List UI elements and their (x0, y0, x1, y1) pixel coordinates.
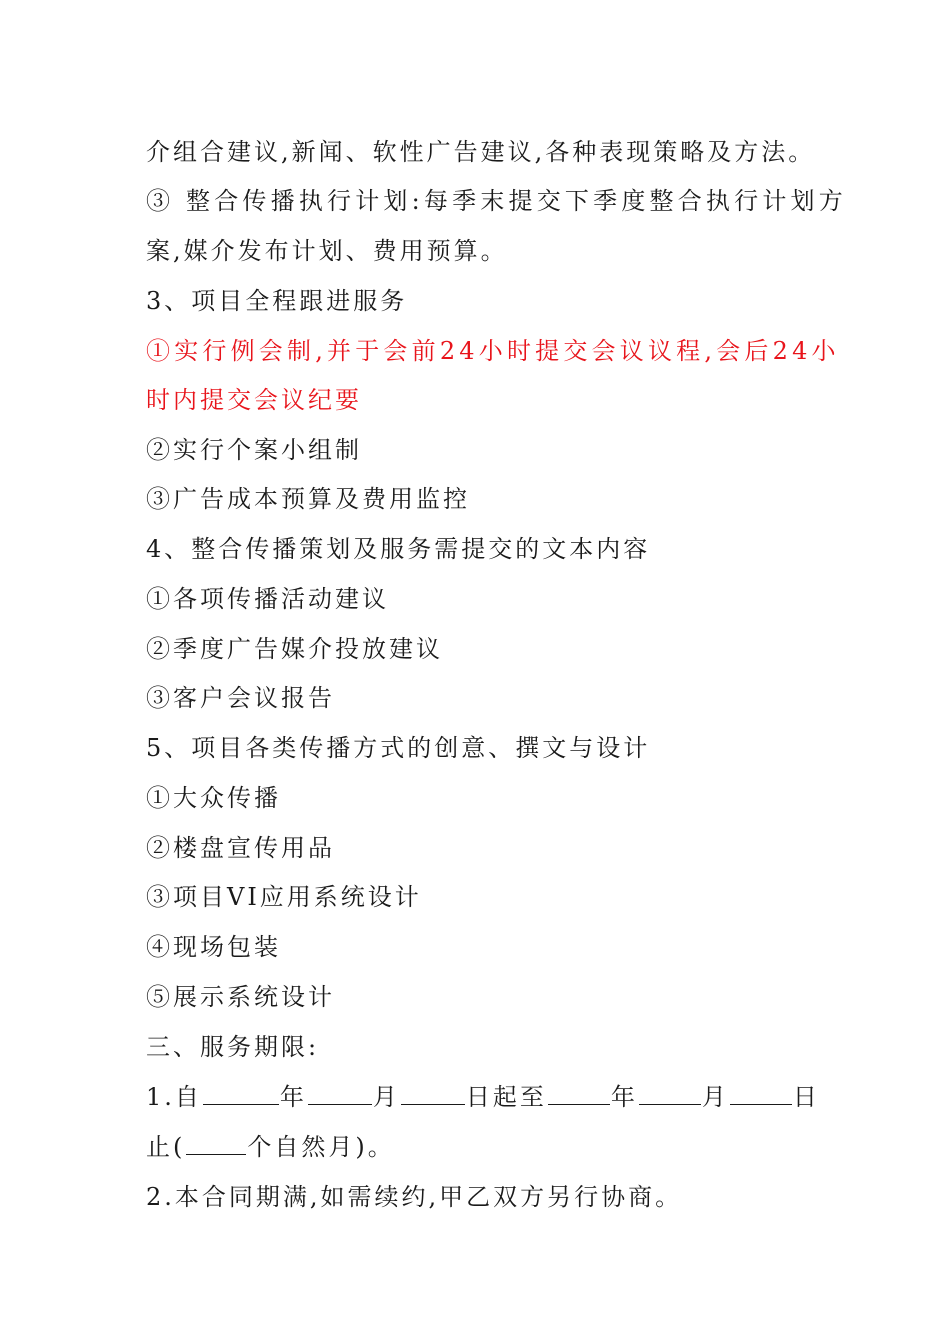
section-heading: 3、项目全程跟进服务 (146, 287, 408, 315)
months-blank[interactable] (186, 1132, 246, 1155)
section-heading: 4、整合传播策划及服务需提交的文本内容 (146, 535, 651, 563)
list-item: ②楼盘宣传用品 (146, 834, 335, 862)
paragraph-line: ③ 整合传播执行计划:每季末提交下季度整合执行计划方 (146, 187, 847, 215)
list-item: ③客户会议报告 (146, 684, 335, 712)
term-prefix-2: 止( (146, 1133, 186, 1161)
year-label: 年 (279, 1083, 307, 1111)
paragraph-line: 介组合建议,新闻、软性广告建议,各种表现策略及方法。 (146, 138, 816, 166)
list-item: ⑤展示系统设计 (146, 983, 335, 1011)
month-label: 月 (372, 1083, 400, 1111)
end-year-blank[interactable] (548, 1082, 610, 1105)
term-suffix: 个自然月)。 (247, 1133, 395, 1161)
end-month-label: 月 (701, 1083, 729, 1111)
day-blank[interactable] (401, 1082, 465, 1105)
end-month-blank[interactable] (639, 1082, 701, 1105)
list-item: ②季度广告媒介投放建议 (146, 635, 443, 663)
highlighted-line: 时内提交会议纪要 (146, 386, 362, 414)
end-day-label: 日 (792, 1083, 820, 1111)
month-blank[interactable] (308, 1082, 372, 1105)
paragraph-line: 案,媒介发布计划、费用预算。 (146, 237, 508, 265)
paragraph-line: 2.本合同期满,如需续约,甲乙双方另行协商。 (146, 1183, 683, 1211)
term-prefix: 1.自 (146, 1083, 202, 1111)
list-item: ①各项传播活动建议 (146, 585, 389, 613)
list-item: ③项目VI应用系统设计 (146, 883, 422, 911)
highlighted-line: ①实行例会制,并于会前24小时提交会议议程,会后24小 (146, 337, 840, 365)
service-term-line (146, 1081, 820, 1113)
list-item: ②实行个案小组制 (146, 436, 362, 464)
list-item: ③广告成本预算及费用监控 (146, 485, 470, 513)
year-blank[interactable] (203, 1082, 279, 1105)
service-term-line-2 (146, 1131, 816, 1163)
section-heading: 5、项目各类传播方式的创意、撰文与设计 (146, 734, 651, 762)
end-day-blank[interactable] (730, 1082, 792, 1105)
day-start-label: 日起至 (465, 1083, 547, 1111)
list-item: ④现场包装 (146, 933, 281, 961)
end-year-label: 年 (610, 1083, 638, 1111)
list-item: ①大众传播 (146, 784, 281, 812)
section-heading: 三、服务期限: (146, 1033, 320, 1061)
